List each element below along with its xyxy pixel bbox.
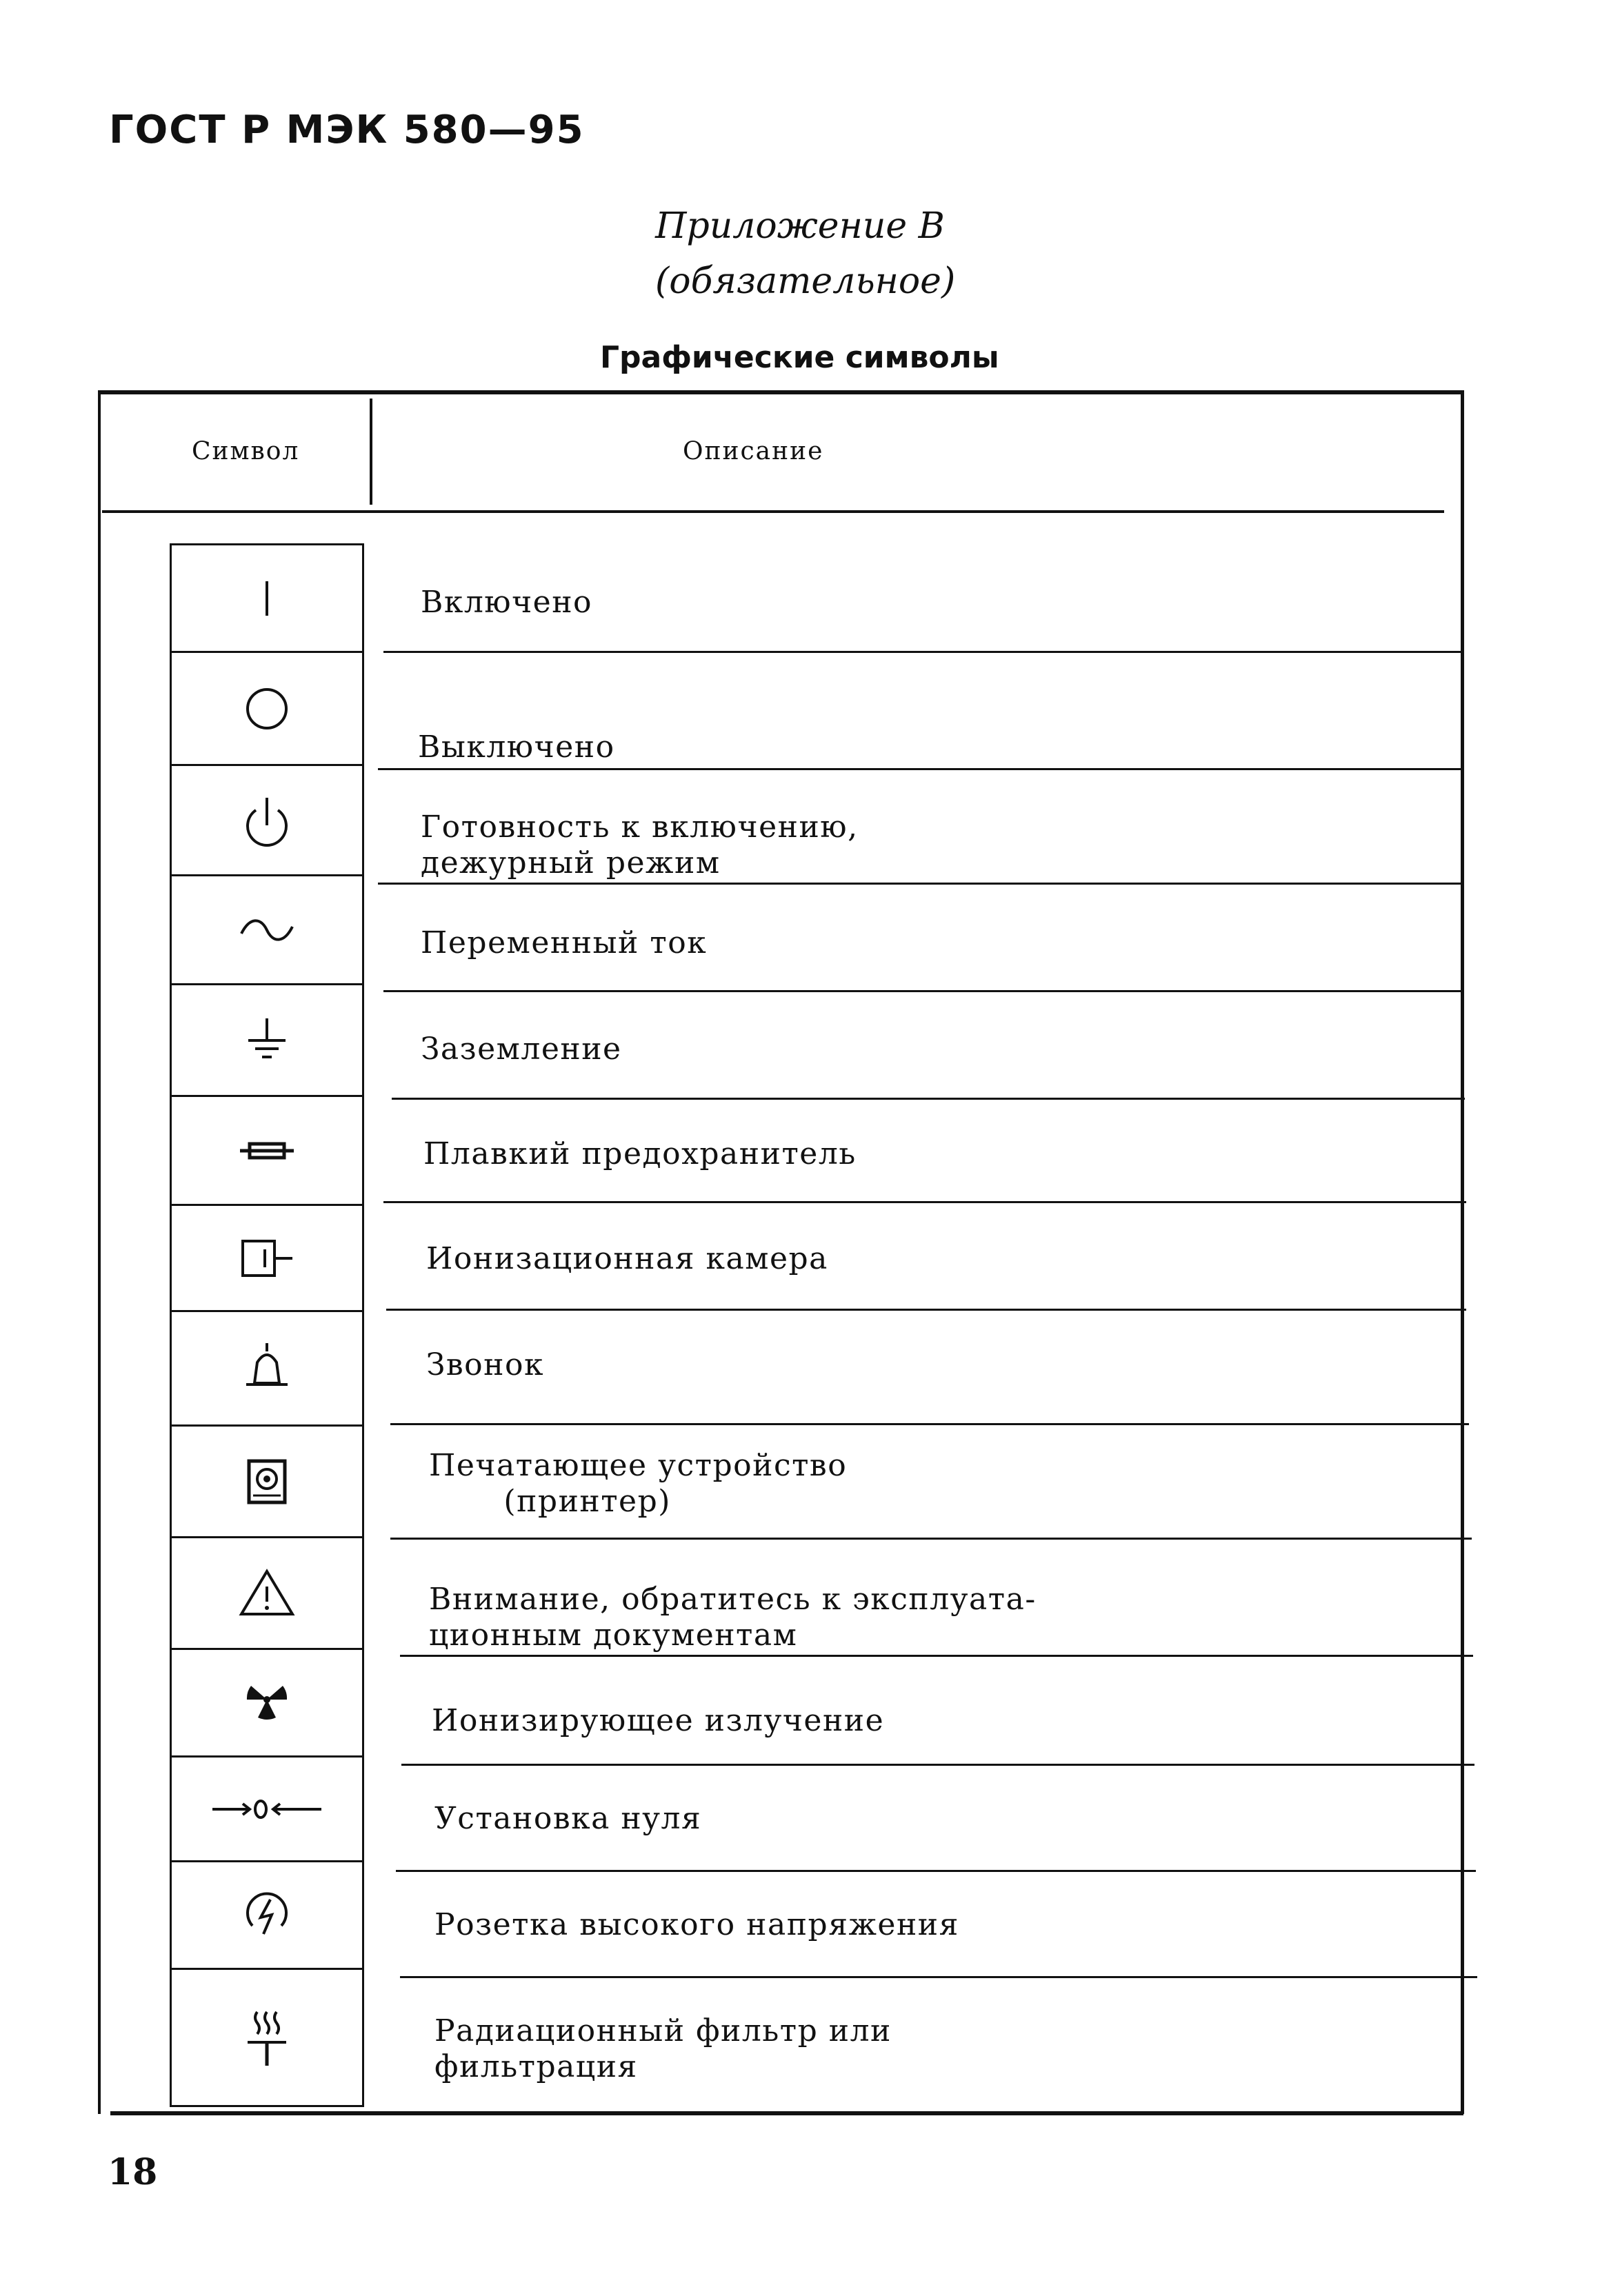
description-zero-set: Установка нуля bbox=[434, 1801, 702, 1836]
standby-icon bbox=[239, 789, 294, 852]
fuse-icon bbox=[236, 1137, 298, 1165]
high-voltage-socket-icon bbox=[236, 1884, 298, 1946]
description-line: (принтер) bbox=[429, 1484, 671, 1519]
ionization-chamber-icon bbox=[236, 1234, 298, 1282]
description-fuse: Плавкий предохранитель bbox=[423, 1136, 857, 1171]
description-line: фильтрация bbox=[434, 2049, 638, 2084]
row-separator bbox=[392, 1098, 1465, 1100]
annex-title bbox=[655, 199, 956, 309]
symbol-cell bbox=[172, 1206, 362, 1312]
symbol-cell bbox=[172, 876, 362, 985]
description-standby bbox=[421, 809, 859, 881]
description-on: Включено bbox=[421, 585, 593, 620]
document-header: ГОСТ Р МЭК 580—95 bbox=[109, 108, 585, 152]
description-line: дежурный режим bbox=[421, 845, 721, 880]
description-line: Печатающее устройство bbox=[429, 1448, 848, 1483]
column-header-description: Описание bbox=[683, 437, 824, 465]
symbol-cell bbox=[172, 1427, 362, 1538]
row-separator bbox=[383, 1201, 1466, 1203]
table-top-rule bbox=[98, 390, 1463, 394]
annex-status: (обязательное) bbox=[655, 261, 956, 302]
header-divider-rule bbox=[370, 399, 372, 505]
description-radiation-filter bbox=[434, 2013, 892, 2085]
table-right-rule bbox=[1461, 390, 1464, 2114]
row-separator bbox=[396, 1870, 1476, 1872]
row-separator bbox=[400, 1976, 1477, 1978]
description-ionization-chamber: Ионизационная камера bbox=[426, 1241, 828, 1276]
symbol-cell bbox=[172, 1862, 362, 1970]
description-line: Внимание, обратитесь к эксплуата- bbox=[429, 1582, 1037, 1617]
earth-ground-icon bbox=[243, 1013, 291, 1068]
row-separator bbox=[390, 1423, 1469, 1425]
description-alternating-current: Переменный ток bbox=[421, 925, 708, 960]
description-off: Выключено bbox=[418, 729, 615, 765]
description-radiation: Ионизирующее излучение bbox=[432, 1703, 885, 1738]
row-separator bbox=[390, 1538, 1472, 1540]
symbol-cell bbox=[172, 766, 362, 876]
column-header-symbol: Символ bbox=[192, 437, 300, 465]
symbol-cell bbox=[172, 1312, 362, 1427]
row-separator bbox=[383, 651, 1463, 653]
annex-label: Приложение В bbox=[655, 205, 945, 247]
on-icon bbox=[253, 574, 281, 623]
table-bottom-rule bbox=[110, 2111, 1463, 2115]
symbol-cell bbox=[172, 1650, 362, 1758]
row-separator bbox=[378, 768, 1462, 770]
row-separator bbox=[383, 990, 1463, 992]
symbol-column bbox=[170, 543, 364, 2107]
radiation-filter-icon bbox=[239, 2005, 294, 2074]
bell-icon bbox=[239, 1338, 294, 1400]
row-separator bbox=[378, 883, 1462, 885]
description-bell: Звонок bbox=[426, 1347, 544, 1382]
description-warning bbox=[429, 1582, 1037, 1653]
symbol-cell bbox=[172, 653, 362, 766]
row-separator bbox=[386, 1309, 1466, 1311]
symbol-cell bbox=[172, 1970, 362, 2109]
symbol-cell bbox=[172, 985, 362, 1097]
table-title: Графические символы bbox=[600, 340, 999, 375]
table-left-rule bbox=[98, 390, 101, 2114]
zero-set-icon bbox=[208, 1795, 326, 1823]
header-bottom-rule bbox=[102, 510, 1444, 513]
description-line: Радиационный фильтр или bbox=[434, 2013, 892, 2048]
description-printer bbox=[429, 1448, 847, 1520]
symbol-cell bbox=[172, 1097, 362, 1206]
description-earth: Заземление bbox=[421, 1031, 622, 1067]
alternating-current-icon bbox=[236, 913, 298, 947]
symbol-cell bbox=[172, 545, 362, 653]
description-high-voltage-socket: Розетка высокого напряжения bbox=[434, 1907, 959, 1942]
description-line: ционным документам bbox=[429, 1618, 798, 1653]
radiation-icon bbox=[236, 1672, 298, 1734]
off-icon bbox=[239, 681, 294, 736]
row-separator bbox=[401, 1764, 1474, 1766]
warning-triangle-icon bbox=[236, 1566, 298, 1621]
page-number: 18 bbox=[108, 2151, 158, 2193]
printer-icon bbox=[239, 1454, 294, 1509]
description-line: Готовность к включению, bbox=[421, 809, 859, 845]
row-separator bbox=[400, 1655, 1473, 1657]
symbol-cell bbox=[172, 1758, 362, 1862]
symbol-cell bbox=[172, 1538, 362, 1650]
